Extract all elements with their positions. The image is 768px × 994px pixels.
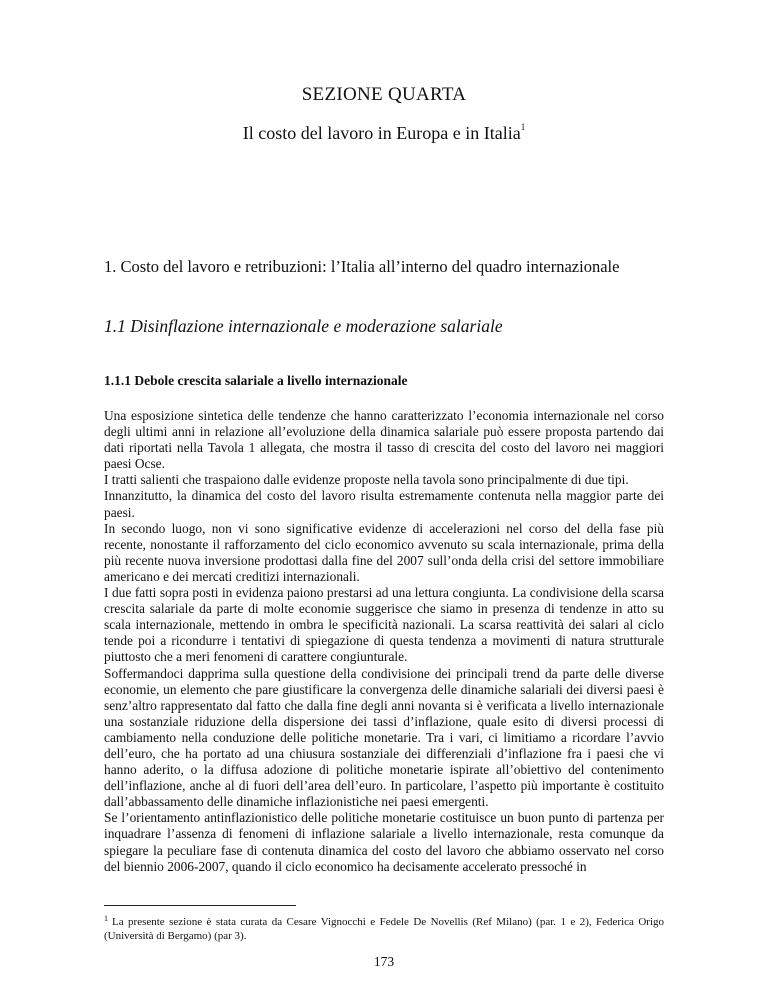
footnote [104, 912, 664, 943]
footnote-divider [104, 905, 296, 906]
heading-level-2: 1.1 Disinflazione internazionale e moderazione salariale [104, 316, 503, 336]
paragraph: Innanzitutto, la dinamica del costo del lavoro risulta estremamente contenuta nella maggior parte dei paesi. [104, 488, 664, 520]
footnote-ref: 1 [520, 122, 526, 132]
footnote-mark: 1 [104, 914, 108, 923]
paragraph: Soffermandoci dapprima sulla questione della condivisione dei principali trend da parte delle diverse economie, un elemento che pare giustificare la convergenza delle dinamiche salariali dei diversi paesi è senz’altro rappresentato dal fatto che dalla fine degli anni novanta si è verificata a livello internazionale una sostanziale riduzione della dispersione dei tassi d’inflazione, quale esito di diversi processi di cambiamento nella conduzione delle politiche monetarie. Tra i vari, ci limitiamo a ricordare l’avvio dell’euro, che ha portato ad una chiusura sostanziale dei differenziali d’inflazione fra i paesi che vi hanno aderito, o la diffusa adozione di politiche monetarie ispirate all’obiettivo del contenimento dell’inflazione, anche al di fuori dell’area dell’euro. In particolare, l’aspetto più importante è costituito dall’abbassamento delle dinamiche inflazionistiche nei paesi emergenti. [104, 665, 664, 810]
paragraph: I tratti salienti che traspaiono dalle evidenze proposte nella tavola sono principalmente di due tipi. [104, 472, 629, 488]
body-text [104, 408, 664, 875]
footnote-text: La presente sezione è stata curata da Cesare Vignocchi e Fedele De Novellis (Ref Milano) (par. 1 e 2), Federica Origo (Università di Bergamo) (par 3). [104, 916, 664, 942]
paragraph: Una esposizione sintetica delle tendenze che hanno caratterizzato l’economia internazionale nel corso degli ultimi anni in relazione all’evoluzione della dinamica salariale può essere proposta partendo dai dati riportati nella Tavola 1 allegata, che mostra il tasso di crescita del costo del lavoro nei maggiori paesi Ocse. [104, 408, 664, 472]
heading-level-1: 1. Costo del lavoro e retribuzioni: l’Italia all’interno del quadro internazionale [104, 257, 620, 276]
section-title [0, 122, 768, 144]
paragraph: I due fatti sopra posti in evidenza paiono prestarsi ad una lettura congiunta. La condivisione della scarsa crescita salariale da parte di molte economie suggerisce che siamo in presenza di tendenze in atto su scala internazionale, mettendo in ombra le specificità nazionali. La scarsa reattività dei salari al ciclo tende poi a ricondurre i tentativi di spiegazione di questa tendenza a movimenti di natura strutturale piuttosto che a meri fenomeni di carattere congiunturale. [104, 585, 664, 665]
section-title-text: Il costo del lavoro in Europa e in Italia [242, 123, 521, 143]
heading-level-3: 1.1.1 Debole crescita salariale a livello internazionale [104, 373, 408, 388]
paragraph: In secondo luogo, non vi sono significative evidenze di accelerazioni nel corso del della fase più recente, nonostante il rafforzamento del ciclo economico avvenuto su scala internazionale, prima della più recente nuova inversione prodottasi dalla fine del 2007 sull’onda della crisi del settore immobiliare americano e dei mercati creditizi internazionali. [104, 520, 664, 584]
section-heading: SEZIONE QUARTA [301, 84, 467, 105]
paragraph: Se l’orientamento antinflazionistico delle politiche monetarie costituisce un buon punto di partenza per inquadrare l’assenza di fenomeni di inflazione salariale a livello internazionale, resta comunque da spiegare la peculiare fase di contenuta dinamica del costo del lavoro che abbiamo osservato nel corso del biennio 2006-2007, quando il ciclo economico ha decisamente accelerato pressoché in [104, 810, 664, 874]
page-number: 173 [373, 954, 395, 969]
